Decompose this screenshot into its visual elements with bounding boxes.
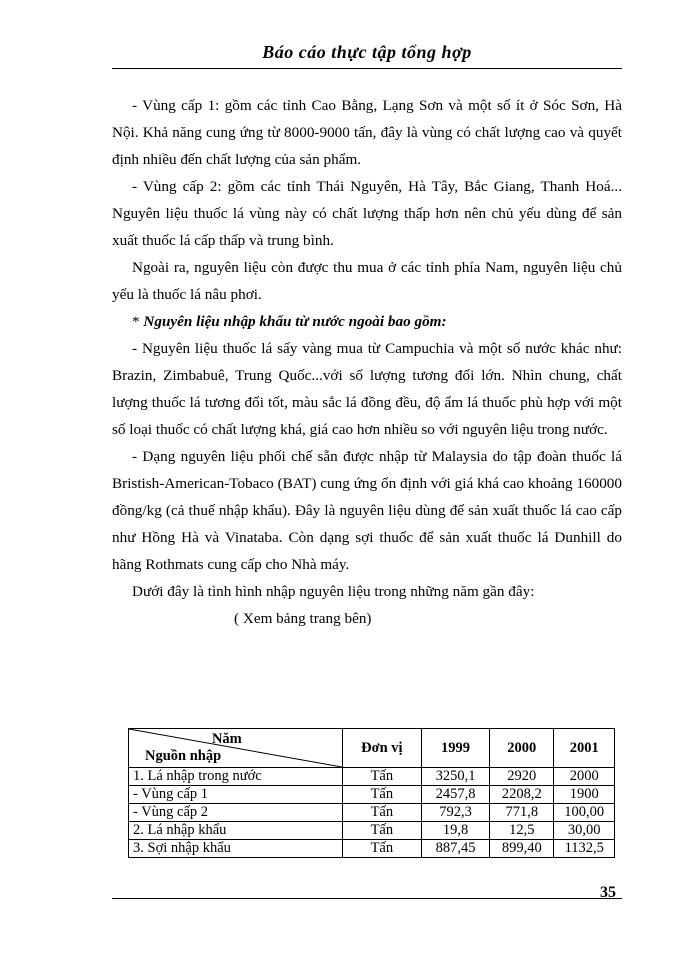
document-body <box>112 92 622 632</box>
table-row <box>129 768 615 786</box>
row-value-2000: 12,5 <box>490 822 554 840</box>
page-header-title: Báo cáo thực tập tổng hợp <box>262 42 472 62</box>
header-year-1999: 1999 <box>421 729 489 768</box>
header-diagonal-cell <box>129 729 343 768</box>
paragraph-tinh-hinh: Dưới đây là tình hình nhập nguyên liệu trong những năm gần đây: <box>132 583 535 600</box>
row-label: - Vùng cấp 2 <box>129 804 343 822</box>
row-value-2001: 30,00 <box>554 822 615 840</box>
row-label: 3. Sợi nhập khẩu <box>129 840 343 858</box>
row-value-1999: 2457,8 <box>421 786 489 804</box>
paragraph-phoi-che: - Dạng nguyên liệu phối chế sẵn được nhập từ Malaysia do tập đoàn thuốc lá Bristish-American-Tobaco (BAT) cung ứng ổn định với giá khá cao khoảng 160000 đồng/kg (cả thuế nhập khẩu). Đây là nguyên liệu dùng để sản xuất thuốc lá cao cấp như Hồng Hà và Vinataba. Còn dạng sợi thuốc để sản xuất thuốc lá Dunhill do hãng Rothmats cung cấp cho Nhà máy. <box>112 448 622 573</box>
row-value-1999: 792,3 <box>421 804 489 822</box>
header-source-label: Nguồn nhập <box>145 748 222 764</box>
row-unit: Tấn <box>342 840 421 858</box>
row-value-1999: 887,45 <box>421 840 489 858</box>
row-unit: Tấn <box>342 786 421 804</box>
row-value-2001: 1132,5 <box>554 840 615 858</box>
import-heading-bullet: * <box>132 313 144 330</box>
import-table <box>128 728 615 858</box>
import-heading-suffix: : <box>441 313 447 330</box>
table-row <box>129 786 615 804</box>
header-year-2000: 2000 <box>490 729 554 768</box>
import-heading <box>112 308 622 335</box>
row-value-2001: 2000 <box>554 768 615 786</box>
header-unit: Đơn vị <box>342 729 421 768</box>
table-header-row <box>129 729 615 768</box>
row-value-2000: 899,40 <box>490 840 554 858</box>
row-value-2001: 100,00 <box>554 804 615 822</box>
row-value-2001: 1900 <box>554 786 615 804</box>
paragraph-vung-cap-2: - Vùng cấp 2: gồm các tỉnh Thái Nguyên, Hà Tây, Bắc Giang, Thanh Hoá... Nguyên liệu thuốc lá vùng này có chất lượng thấp hơn nên chủ yếu dùng để sản xuất thuốc lá cấp thấp và trung bình. <box>112 178 622 249</box>
row-value-2000: 771,8 <box>490 804 554 822</box>
import-heading-text: Nguyên liệu nhập khẩu từ nước ngoài bao gồm <box>143 313 442 330</box>
row-unit: Tấn <box>342 822 421 840</box>
table-row <box>129 804 615 822</box>
header-year-2001: 2001 <box>554 729 615 768</box>
header-year-label: Năm <box>211 731 242 747</box>
row-label: 2. Lá nhập khẩu <box>129 822 343 840</box>
row-value-1999: 19,8 <box>421 822 489 840</box>
row-unit: Tấn <box>342 804 421 822</box>
table-row <box>129 822 615 840</box>
paragraph-vung-cap-1: - Vùng cấp 1: gồm các tỉnh Cao Bằng, Lạng Sơn và một số ít ở Sóc Sơn, Hà Nội. Khả năng cung ứng từ 8000-9000 tấn, đây là vùng có chất lượng cao và quyết định nhiều đến chất lượng của sản phẩm. <box>112 97 622 168</box>
row-value-2000: 2208,2 <box>490 786 554 804</box>
row-value-1999: 3250,1 <box>421 768 489 786</box>
row-label: - Vùng cấp 1 <box>129 786 343 804</box>
footer-divider <box>112 898 622 899</box>
row-unit: Tấn <box>342 768 421 786</box>
header-divider <box>112 68 622 69</box>
see-table-note: ( Xem bảng trang bên) <box>234 610 372 627</box>
row-label: 1. Lá nhập trong nước <box>129 768 343 786</box>
paragraph-say-vang: - Nguyên liệu thuốc lá sấy vàng mua từ Campuchia và một số nước khác như: Brazin, Zimbabuê, Trung Quốc...với số lượng tương đối lớn. Nhìn chung, chất lượng thuốc lá tương đối tốt, màu sắc lá đồng đều, độ ẩm lá thuốc phù hợp với một số loại thuốc có chất lượng khá, giá cao hơn nhiều so với nguyên liệu trong nước. <box>112 340 622 438</box>
paragraph-phia-nam: Ngoài ra, nguyên liệu còn được thu mua ở các tỉnh phía Nam, nguyên liệu chủ yếu là thuốc lá nâu phơi. <box>112 259 622 303</box>
row-value-2000: 2920 <box>490 768 554 786</box>
table-row <box>129 840 615 858</box>
page-number: 35 <box>600 884 616 901</box>
